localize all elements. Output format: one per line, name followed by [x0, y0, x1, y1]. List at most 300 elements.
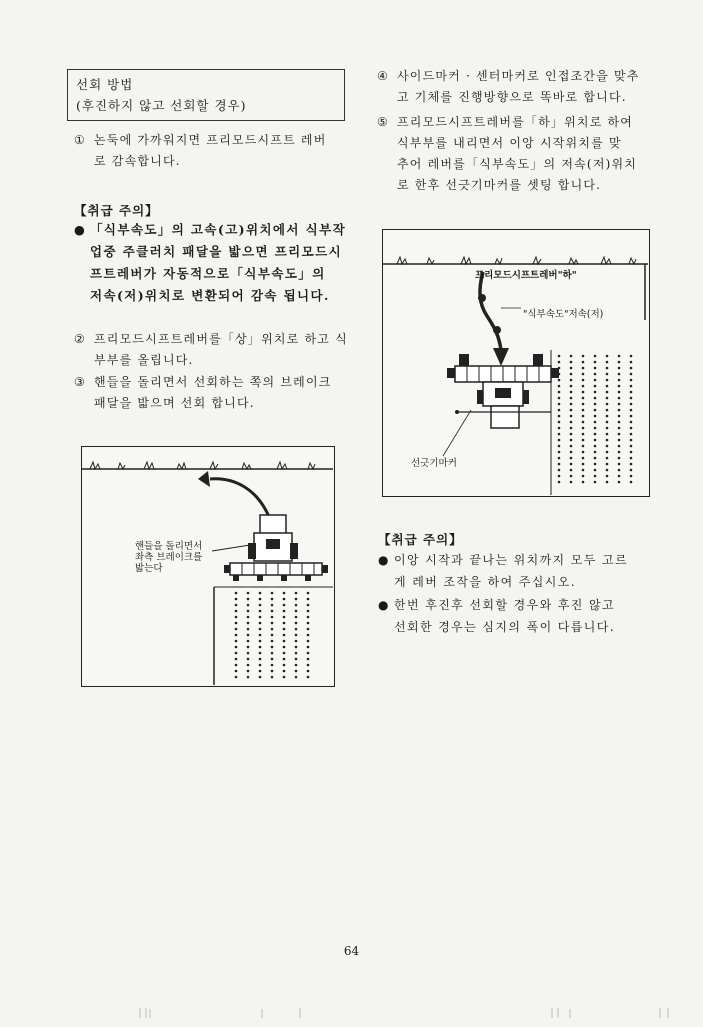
seedling-dot — [606, 373, 609, 376]
seedling-dot — [630, 439, 633, 442]
seedling-dot — [307, 616, 310, 619]
seedling-dot — [582, 439, 585, 442]
seedling-dot — [618, 469, 621, 472]
seedling-dot — [594, 451, 597, 454]
seedling-dot — [558, 355, 561, 358]
seedling-dot — [630, 469, 633, 472]
seedling-dot — [630, 475, 633, 478]
step-number: ④ — [377, 69, 389, 83]
seedling-dot — [582, 409, 585, 412]
seedling-dot — [594, 469, 597, 472]
seedling-dot — [570, 379, 573, 382]
seedling-dot — [594, 385, 597, 388]
seedling-dot — [247, 658, 250, 661]
seedling-dot — [247, 628, 250, 631]
seedling-dot — [235, 658, 238, 661]
seedling-dot — [618, 433, 621, 436]
section-subtitle: (후진하지 않고 선회할 경우) — [76, 98, 247, 113]
seedling-dot — [570, 481, 573, 484]
seedling-dot — [271, 634, 274, 637]
seedling-dot — [283, 664, 286, 667]
seedling-dot — [558, 409, 561, 412]
seedling-dot — [259, 652, 262, 655]
seedling-dot — [307, 610, 310, 613]
seedling-dot — [558, 475, 561, 478]
seedling-dot — [582, 433, 585, 436]
step-text-line: 패달을 밟으며 선회 합니다. — [94, 396, 255, 410]
seedling-dot — [283, 676, 286, 679]
seedling-dot — [594, 457, 597, 460]
caution-line: 한번 후진후 선회할 경우와 후진 않고 — [394, 598, 615, 612]
seedling-dot — [606, 463, 609, 466]
step-text-line: 부부를 올립니다. — [94, 353, 194, 367]
seedling-dot — [558, 433, 561, 436]
seedling-dot — [247, 622, 250, 625]
seedling-dot — [606, 433, 609, 436]
seedling-dot — [259, 616, 262, 619]
seedling-dot — [247, 610, 250, 613]
seedling-dot — [570, 457, 573, 460]
seedling-dot — [606, 367, 609, 370]
seedling-dot — [582, 469, 585, 472]
seedling-dot — [630, 433, 633, 436]
seedling-dot — [606, 439, 609, 442]
seedling-dot — [271, 640, 274, 643]
seedling-dot — [630, 415, 633, 418]
seedling-dot — [283, 592, 286, 595]
step-text-line: 핸들을 돌리면서 선회하는 쪽의 브레이크 — [94, 375, 332, 389]
seedling-dot — [247, 634, 250, 637]
seedling-dot — [259, 622, 262, 625]
turning-label-line: 핸들을 돌리면서 — [135, 541, 203, 552]
step-5 — [377, 112, 677, 196]
seedling-dot — [295, 604, 298, 607]
seedling-dot — [570, 361, 573, 364]
step-number: ② — [74, 332, 86, 346]
seedling-dot — [283, 616, 286, 619]
seedling-dot — [247, 664, 250, 667]
seedling-dot — [235, 640, 238, 643]
seedling-dot — [235, 646, 238, 649]
seedling-dot — [618, 427, 621, 430]
seedling-dot — [558, 361, 561, 364]
seedling-dot — [606, 427, 609, 430]
seedling-dot — [307, 640, 310, 643]
seedling-dot — [594, 361, 597, 364]
seedling-dot — [295, 634, 298, 637]
seedling-dot — [307, 646, 310, 649]
seedling-dot — [558, 463, 561, 466]
seedling-dot — [570, 445, 573, 448]
seedling-dot — [582, 481, 585, 484]
seedling-dot — [630, 379, 633, 382]
seedling-dot — [606, 409, 609, 412]
seedling-dot — [570, 403, 573, 406]
seedling-dot — [606, 475, 609, 478]
seedling-dot — [271, 670, 274, 673]
seedling-dot — [259, 592, 262, 595]
seedling-dot — [582, 397, 585, 400]
seedling-dot — [570, 439, 573, 442]
seedling-dot — [295, 628, 298, 631]
seedling-dot — [606, 355, 609, 358]
seedling-dot — [307, 628, 310, 631]
seedling-dot — [307, 622, 310, 625]
seedling-dot — [582, 415, 585, 418]
seedling-dot — [283, 634, 286, 637]
seedling-dot — [594, 379, 597, 382]
seedling-dot — [259, 664, 262, 667]
caution-line: 게 레버 조작을 하여 주십시오. — [394, 575, 576, 589]
seedling-dot — [594, 439, 597, 442]
seedling-dot — [630, 403, 633, 406]
seedling-dot — [295, 652, 298, 655]
seedling-dot — [630, 355, 633, 358]
caution-note — [378, 594, 678, 638]
seedling-dot — [235, 604, 238, 607]
seedling-dot — [570, 397, 573, 400]
seedling-dot — [606, 421, 609, 424]
caution-line: 선회한 경우는 심지의 폭이 다릅니다. — [394, 620, 615, 634]
seedling-dot — [235, 628, 238, 631]
seedling-dot — [247, 652, 250, 655]
seedling-dot — [271, 616, 274, 619]
seedling-dot — [295, 676, 298, 679]
seedling-dot — [618, 415, 621, 418]
seedling-dot — [235, 652, 238, 655]
seedling-dot — [582, 463, 585, 466]
step-1 — [74, 130, 364, 172]
caution-line: 저속(저)위치로 변환되어 감속 됩니다. — [90, 288, 330, 303]
seedling-dot — [618, 445, 621, 448]
seedling-dot — [295, 640, 298, 643]
seedling-dot — [630, 457, 633, 460]
seedling-dot — [582, 451, 585, 454]
seedling-dot — [558, 445, 561, 448]
step-text-line: 논둑에 가까워지면 프리모드시프트 레버 — [94, 133, 327, 147]
seedling-dot — [594, 463, 597, 466]
seedling-dot — [271, 658, 274, 661]
seedling-dot — [630, 445, 633, 448]
seedling-dot — [307, 658, 310, 661]
page-number: 64 — [343, 944, 360, 958]
caution-note — [74, 219, 364, 307]
seedling-dot — [235, 670, 238, 673]
seedling-dot — [283, 640, 286, 643]
step-number: ① — [74, 133, 86, 147]
seedling-dot — [235, 598, 238, 601]
seedling-dot — [618, 439, 621, 442]
seedling-dot — [295, 670, 298, 673]
seedling-dot — [570, 475, 573, 478]
seedling-dot — [606, 391, 609, 394]
seedling-dot — [271, 652, 274, 655]
turning-illustration — [81, 446, 335, 687]
seedling-dot — [259, 628, 262, 631]
seedling-dot — [235, 616, 238, 619]
seedling-dot — [295, 646, 298, 649]
seedling-dot — [570, 355, 573, 358]
seedling-dot — [247, 646, 250, 649]
seedling-dot — [594, 367, 597, 370]
seedling-dot — [283, 646, 286, 649]
seedling-dot — [582, 457, 585, 460]
seedling-dot — [570, 373, 573, 376]
seedling-dot — [271, 664, 274, 667]
seedling-dot — [259, 670, 262, 673]
seedling-dot — [570, 385, 573, 388]
marker-label: 선긋기마커 — [411, 458, 457, 469]
caution-line: 업중 주클러치 패달을 밟으면 프리모드시 — [90, 244, 343, 259]
seedling-dot — [307, 664, 310, 667]
caution-heading: 【취급 주의】 — [378, 532, 463, 547]
seedling-dot — [630, 385, 633, 388]
seedling-dot — [618, 361, 621, 364]
seedling-dot — [295, 664, 298, 667]
seedling-dot — [582, 475, 585, 478]
step-text-line: 추어 레버를「식부속도」의 저속(저)위치 — [397, 157, 638, 171]
seedling-dot — [594, 355, 597, 358]
seedling-dot — [606, 415, 609, 418]
seedling-dot — [618, 463, 621, 466]
seedling-dot — [283, 598, 286, 601]
seedling-dot — [283, 604, 286, 607]
seedling-dot — [558, 385, 561, 388]
seedling-dot — [259, 610, 262, 613]
caution-note — [378, 549, 678, 593]
seedling-dot — [259, 640, 262, 643]
seedling-dot — [558, 439, 561, 442]
section-title: 선회 방법 — [76, 77, 134, 92]
seedling-dot — [295, 610, 298, 613]
step-text-line: 식부부를 내리면서 이앙 시작위치를 맞 — [397, 136, 622, 150]
seedling-dot — [582, 421, 585, 424]
seedling-dot — [606, 445, 609, 448]
seedling-dot — [271, 628, 274, 631]
seedling-dot — [618, 397, 621, 400]
seedling-dot — [582, 355, 585, 358]
seedling-dot — [271, 676, 274, 679]
seedling-dot — [271, 598, 274, 601]
seedling-dot — [295, 658, 298, 661]
seedling-dot — [630, 481, 633, 484]
seedling-dot — [271, 610, 274, 613]
seedling-dot — [594, 421, 597, 424]
seedling-dot — [247, 670, 250, 673]
seedling-dot — [570, 409, 573, 412]
seedling-dot — [558, 415, 561, 418]
seedling-dot — [618, 403, 621, 406]
seedling-dot — [295, 598, 298, 601]
seedling-dot — [307, 604, 310, 607]
seedling-dot — [259, 676, 262, 679]
seedling-dot — [606, 379, 609, 382]
seedling-dot — [618, 451, 621, 454]
seedling-dot — [594, 409, 597, 412]
seedling-dot — [570, 415, 573, 418]
seedling-dot — [630, 451, 633, 454]
seedling-dot — [570, 469, 573, 472]
seedling-dot — [618, 391, 621, 394]
seedling-dot — [283, 658, 286, 661]
seedling-dot — [594, 445, 597, 448]
seedling-dot — [582, 445, 585, 448]
seedling-dot — [630, 427, 633, 430]
seedling-dot — [594, 373, 597, 376]
seedling-dot — [247, 616, 250, 619]
seedling-dot — [259, 658, 262, 661]
seedling-dot — [594, 427, 597, 430]
seedling-dot — [606, 481, 609, 484]
step-number: ③ — [74, 375, 86, 389]
step-3 — [74, 372, 364, 414]
seedling-dot — [594, 391, 597, 394]
seedling-dot — [630, 367, 633, 370]
seedling-dot — [582, 385, 585, 388]
seedling-dot — [558, 403, 561, 406]
caution-line: 「식부속도」의 고속(고)위치에서 식부작 — [90, 222, 347, 237]
seedling-dot — [235, 676, 238, 679]
step-2 — [74, 329, 364, 371]
step-number: ⑤ — [377, 115, 389, 129]
seedling-dot — [582, 379, 585, 382]
planting-start-illustration — [382, 229, 650, 497]
seedling-dot — [307, 592, 310, 595]
step-text-line: 프리모드시프트레버를「상」위치로 하고 식 — [94, 332, 348, 346]
seedling-dot — [618, 457, 621, 460]
seedling-dot — [259, 646, 262, 649]
seedling-dot — [271, 604, 274, 607]
seedling-dot — [283, 670, 286, 673]
bullet-icon: ● — [74, 222, 87, 237]
seedling-dot — [606, 361, 609, 364]
caution-line: 이앙 시작과 끝나는 위치까지 모두 고르 — [394, 553, 628, 567]
seedling-dot — [235, 634, 238, 637]
seedling-dot — [594, 397, 597, 400]
seedling-dot — [558, 457, 561, 460]
scan-noise — [0, 1006, 703, 1020]
seedling-dot — [259, 604, 262, 607]
seedling-dot — [259, 634, 262, 637]
seedling-dot — [594, 403, 597, 406]
seedling-dot — [630, 391, 633, 394]
step-text-line: 로 한후 선긋기마커를 셋팅 합니다. — [397, 178, 602, 192]
seedling-dot — [558, 469, 561, 472]
seedling-dot — [271, 592, 274, 595]
seedling-dot — [606, 397, 609, 400]
seedling-dot — [558, 421, 561, 424]
step-text-line: 사이드마커 · 센터마커로 인접조간을 맞추 — [397, 69, 640, 83]
seedling-dot — [570, 391, 573, 394]
step-text-line: 고 기체를 진행방향으로 똑바로 합니다. — [397, 90, 627, 104]
turning-label-line: 좌측 브레이크를 — [135, 552, 203, 563]
seedling-dot — [283, 622, 286, 625]
seedling-dot — [247, 604, 250, 607]
seedling-dot — [558, 397, 561, 400]
seedling-dot — [259, 598, 262, 601]
seedling-dot — [630, 361, 633, 364]
seedling-dot — [558, 451, 561, 454]
seedling-dot — [247, 640, 250, 643]
seedling-dot — [235, 610, 238, 613]
seedling-dot — [570, 367, 573, 370]
step-text-line: 프리모드시프트레버를「하」위치로 하여 — [397, 115, 634, 129]
seedling-dot — [618, 421, 621, 424]
seedling-dot — [307, 598, 310, 601]
seedling-dot — [594, 481, 597, 484]
seedling-dot — [295, 622, 298, 625]
seedling-dot — [606, 469, 609, 472]
seedling-dot — [283, 628, 286, 631]
seedling-dot — [570, 427, 573, 430]
seedling-dot — [283, 652, 286, 655]
seedling-dot — [630, 463, 633, 466]
seedling-dot — [307, 634, 310, 637]
seedling-dot — [582, 427, 585, 430]
seedling-dot — [618, 385, 621, 388]
seedling-dot — [582, 391, 585, 394]
seedling-dot — [247, 598, 250, 601]
seedling-dot — [606, 385, 609, 388]
seedling-dot — [606, 457, 609, 460]
seedling-dot — [235, 592, 238, 595]
seedling-dot — [582, 361, 585, 364]
bullet-icon: ● — [378, 553, 390, 567]
seedling-dot — [570, 433, 573, 436]
lever-label: 프리모드시프트레버"하" — [475, 270, 577, 281]
seedling-dot — [618, 355, 621, 358]
seedling-dot — [570, 451, 573, 454]
caution-heading: 【취급 주의】 — [74, 203, 159, 218]
seedling-dot — [594, 415, 597, 418]
bullet-icon: ● — [378, 598, 390, 612]
seedling-dot — [558, 379, 561, 382]
seedling-dot — [618, 379, 621, 382]
seedling-dot — [630, 409, 633, 412]
seedling-dot — [582, 373, 585, 376]
seedling-dot — [295, 592, 298, 595]
seedling-dot — [271, 622, 274, 625]
seedling-dot — [570, 421, 573, 424]
seedling-dot — [235, 664, 238, 667]
seedling-dot — [630, 397, 633, 400]
turning-diagram — [82, 447, 333, 685]
seedling-dot — [594, 475, 597, 478]
seedling-dot — [606, 403, 609, 406]
seedling-dot — [630, 421, 633, 424]
seedling-dot — [618, 409, 621, 412]
section-title-box — [67, 69, 345, 121]
step-text-line: 로 감속합니다. — [94, 154, 181, 168]
seedling-dot — [630, 373, 633, 376]
step-4 — [377, 66, 677, 108]
seedling-dot — [570, 463, 573, 466]
seedling-dot — [618, 481, 621, 484]
seedling-dot — [618, 367, 621, 370]
seedling-dot — [307, 652, 310, 655]
seedling-dot — [618, 475, 621, 478]
seedling-dot — [618, 373, 621, 376]
seedling-dot — [295, 616, 298, 619]
seedling-dot — [235, 622, 238, 625]
speed-label: "식부속도"저속(저) — [523, 309, 604, 320]
seedling-dot — [247, 676, 250, 679]
seedling-dot — [594, 433, 597, 436]
seedling-dot — [606, 451, 609, 454]
seedling-dot — [582, 403, 585, 406]
turning-label-line: 밟는다 — [135, 563, 163, 574]
seedling-dot — [558, 481, 561, 484]
